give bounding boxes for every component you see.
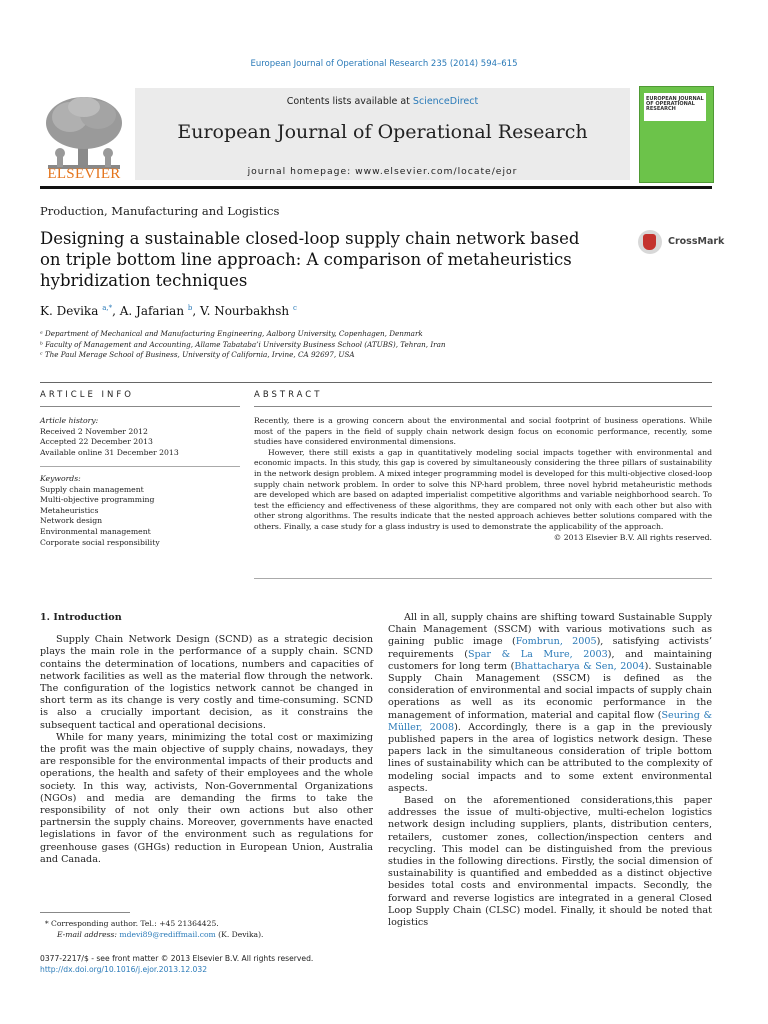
received-date: Received 2 November 2012 [40, 426, 148, 436]
homepage-line [135, 166, 630, 177]
issn-line: 0377-2217/$ - see front matter © 2013 Elsevier B.V. All rights reserved. [40, 954, 314, 963]
homepage-url-link[interactable]: www.elsevier.com/locate/ejor [355, 166, 518, 177]
journal-cover-thumbnail [639, 86, 714, 183]
crossmark-badge[interactable] [638, 230, 725, 256]
author-affiliation-marker[interactable]: a,* [102, 304, 113, 312]
doi-link[interactable]: http://dx.doi.org/10.1016/j.ejor.2013.12.032 [40, 965, 208, 974]
abstract-body [254, 416, 712, 543]
homepage-prefix: journal homepage: [247, 166, 356, 177]
author-name[interactable]: A. Jafarian [119, 304, 185, 318]
abstract-paragraph: Recently, there is a growing concern about the environmental and social footprint of business operations. While most of the papers in the field of supply chain network design focus on economic performance, recently, some studies have considered environmental dimensions. [254, 416, 712, 447]
affiliation-line: ᵃ Department of Mechanical and Manufacturing Engineering, Aalborg University, Copenhagen, Denmark [40, 329, 423, 338]
affiliations [40, 329, 446, 361]
history-label: Article history: [40, 416, 99, 425]
body-paragraph: While for many years, minimizing the total cost or maximizing the profit was the main objective of supply chains, nowadays, they are responsible for the environmental impacts of their products and operations, the health and safety of their employees and the whole society. In this way, activists, Non-Governmental Organizations (NGOs) and media are demanding the firms to take the responsibility of not only their own actions but also other partnersin the supply chains. Moreover, governments have enacted legislations in favor of the environment such as regulations for greenhouse gases (GHGs) reduction in European Union, Australia and Canada. [40, 731, 373, 865]
author-list [40, 304, 297, 318]
affiliation-line: ᶜ The Paul Merage School of Business, University of California, Irvine, CA 92697, USA [40, 350, 355, 359]
abstract-rule [254, 406, 712, 407]
author-name[interactable]: V. Nourbakhsh [200, 304, 290, 318]
cover-title: EUROPEAN JOURNAL OF OPERATIONAL RESEARCH [646, 96, 704, 113]
author-affiliation-marker[interactable]: c [292, 304, 297, 312]
footnote-asterisk: * [40, 919, 52, 928]
article-info-heading: ARTICLE INFO [40, 390, 134, 400]
author-separator: , [192, 304, 200, 318]
online-date: Available online 31 December 2013 [40, 447, 179, 457]
body-column-right [388, 612, 712, 929]
author-affiliation-marker[interactable]: b [187, 304, 193, 312]
journal-citation-link[interactable]: European Journal of Operational Research 235 (2014) 594–615 [250, 59, 518, 69]
keyword-item: Metaheuristics [40, 505, 99, 515]
article-title: Designing a sustainable closed-loop supply chain network based on triple bottom line approach: A comparison of metaheuristics hybridization techniques [40, 229, 580, 290]
reference-link[interactable]: Seuring & Müller, 2008 [388, 709, 712, 733]
keyword-item: Environmental management [40, 526, 151, 536]
corresponding-author-note [40, 918, 263, 929]
crossmark-bookmark-icon [643, 234, 656, 250]
author-separator: , [112, 304, 120, 318]
text-run: ). Accordingly, there is a gap in the previously published papers in the area of logistics network design. These papers lack in the simultaneous consideration of triple bottom lines of sustainability which can be attributed to the complexity of modeling social impacts and to some extent environmental aspects. [388, 721, 712, 794]
abstract-heading: ABSTRACT [254, 390, 323, 400]
email-link[interactable]: mdevi89@rediffmail.com [119, 930, 216, 939]
header-rule [40, 186, 712, 189]
contents-prefix: Contents lists available at [286, 96, 413, 107]
text-run: ), satisfying activists’ requirements ( [388, 636, 712, 660]
contents-line [135, 96, 630, 107]
reference-link[interactable]: Bhattacharya & Sen, 2004 [514, 660, 645, 672]
body-paragraph: Based on the aforementioned considerations,this paper addresses the issue of multi-objective, multi-echelon logistics network design including suppliers, plants, distribution centers, retailers, customer zones, collection/inspection centers and recycling. This model can be distinguished from the previous studies in the following directions. Firstly, the social dimension of sustainability is quantified and embedded as a distinct objective besides total costs and environmental impacts. Secondly, the forward and reverse logistics are integrated in a general Closed Loop Supply Chain (CLSC) model. Finally, it should be noted that logistics [388, 795, 712, 929]
abstract-bottom-rule [254, 578, 712, 579]
body-column-left [40, 612, 373, 866]
keyword-item: Corporate social responsibility [40, 537, 160, 547]
crossmark-label: CrossMark [668, 236, 725, 247]
email-suffix: (K. Devika). [215, 930, 264, 939]
accepted-date: Accepted 22 December 2013 [40, 437, 153, 447]
affiliation-line: ᵇ Faculty of Management and Accounting, Allame Tabataba’i University Business School (ATUBS), Tehran, Iran [40, 339, 446, 349]
sciencedirect-link[interactable]: ScienceDirect [412, 96, 479, 107]
keyword-item: Supply chain management [40, 484, 144, 494]
journal-header-box [135, 88, 630, 180]
footnote-rule [40, 912, 130, 913]
body-paragraph [388, 612, 712, 795]
keyword-item: Multi-objective programming [40, 495, 155, 505]
abstract-paragraph: However, there still exists a gap in quantitatively modeling social impacts together with environmental and economic impacts. In this study, this gap is covered by simultaneously considering the three pillars of sustainability in the network design problem. A mixed integer programming model is developed for this multi-objective closed-loop supply chain network problem. In order to solve this NP-hard problem, three novel hybrid metaheuristic methods are developed which are based on adapted imperialist competitive algorithms and variable neighborhood search. To test the efficiency and effectiveness of these algorithms, they are compared not only with each other but also with other strong algorithms. The results indicate that the nested approach achieves better solutions compared with the others. Finally, a case study for a glass industry is used to demonstrate the applicability of the approach. [254, 447, 712, 531]
reference-link[interactable]: Spar & La Mure, 2003 [467, 648, 608, 660]
keywords-label: Keywords: [40, 474, 81, 483]
section-label: Production, Manufacturing and Logistics [40, 204, 280, 218]
email-line [40, 929, 263, 940]
body-paragraph: Supply Chain Network Design (SCND) as a strategic decision plays the main role in the performance of a supply chain. SCND contains the determination of locations, numbers and capacities of network facilities as well as the material flow through the network. The configuration of the logistics network cannot be changed in short term as its change is very costly and time-consuming. SCND is also a crucially important decision, as it constrains the subsequent tactical and operational decisions. [40, 634, 373, 731]
text-run: ), and maintaining customers for long term ( [388, 648, 712, 672]
text-run: All in all, supply chains are shifting toward Sustainable Supply Chain Management (SSCM) with various motivations such as gaining public image ( [388, 612, 712, 648]
abstract-copyright: © 2013 Elsevier B.V. All rights reserved. [553, 532, 712, 542]
email-label: E-mail address: [57, 930, 120, 939]
page-footer [40, 953, 313, 975]
corresponding-author-text: Corresponding author. Tel.: +45 21364425. [51, 919, 219, 928]
keywords-block [40, 474, 240, 548]
publisher-wordmark: ELSEVIER [47, 166, 121, 182]
author-name[interactable]: K. Devika [40, 304, 99, 318]
journal-name: European Journal of Operational Research [177, 121, 588, 143]
keyword-item: Network design [40, 516, 103, 526]
keywords-rule [40, 466, 240, 467]
info-top-rule [40, 382, 712, 383]
footnote [40, 918, 263, 940]
reference-link[interactable]: Fombrun, 2005 [515, 636, 597, 648]
introduction-heading: 1. Introduction [40, 612, 122, 623]
text-run: ). Sustainable Supply Chain Management (SSCM) is defined as the consideration of environmental and social impacts of supply chain operations as well as its economic performance in the management of information, material and capital flow ( [388, 660, 712, 721]
article-info-rule [40, 406, 240, 407]
article-history [40, 416, 240, 458]
